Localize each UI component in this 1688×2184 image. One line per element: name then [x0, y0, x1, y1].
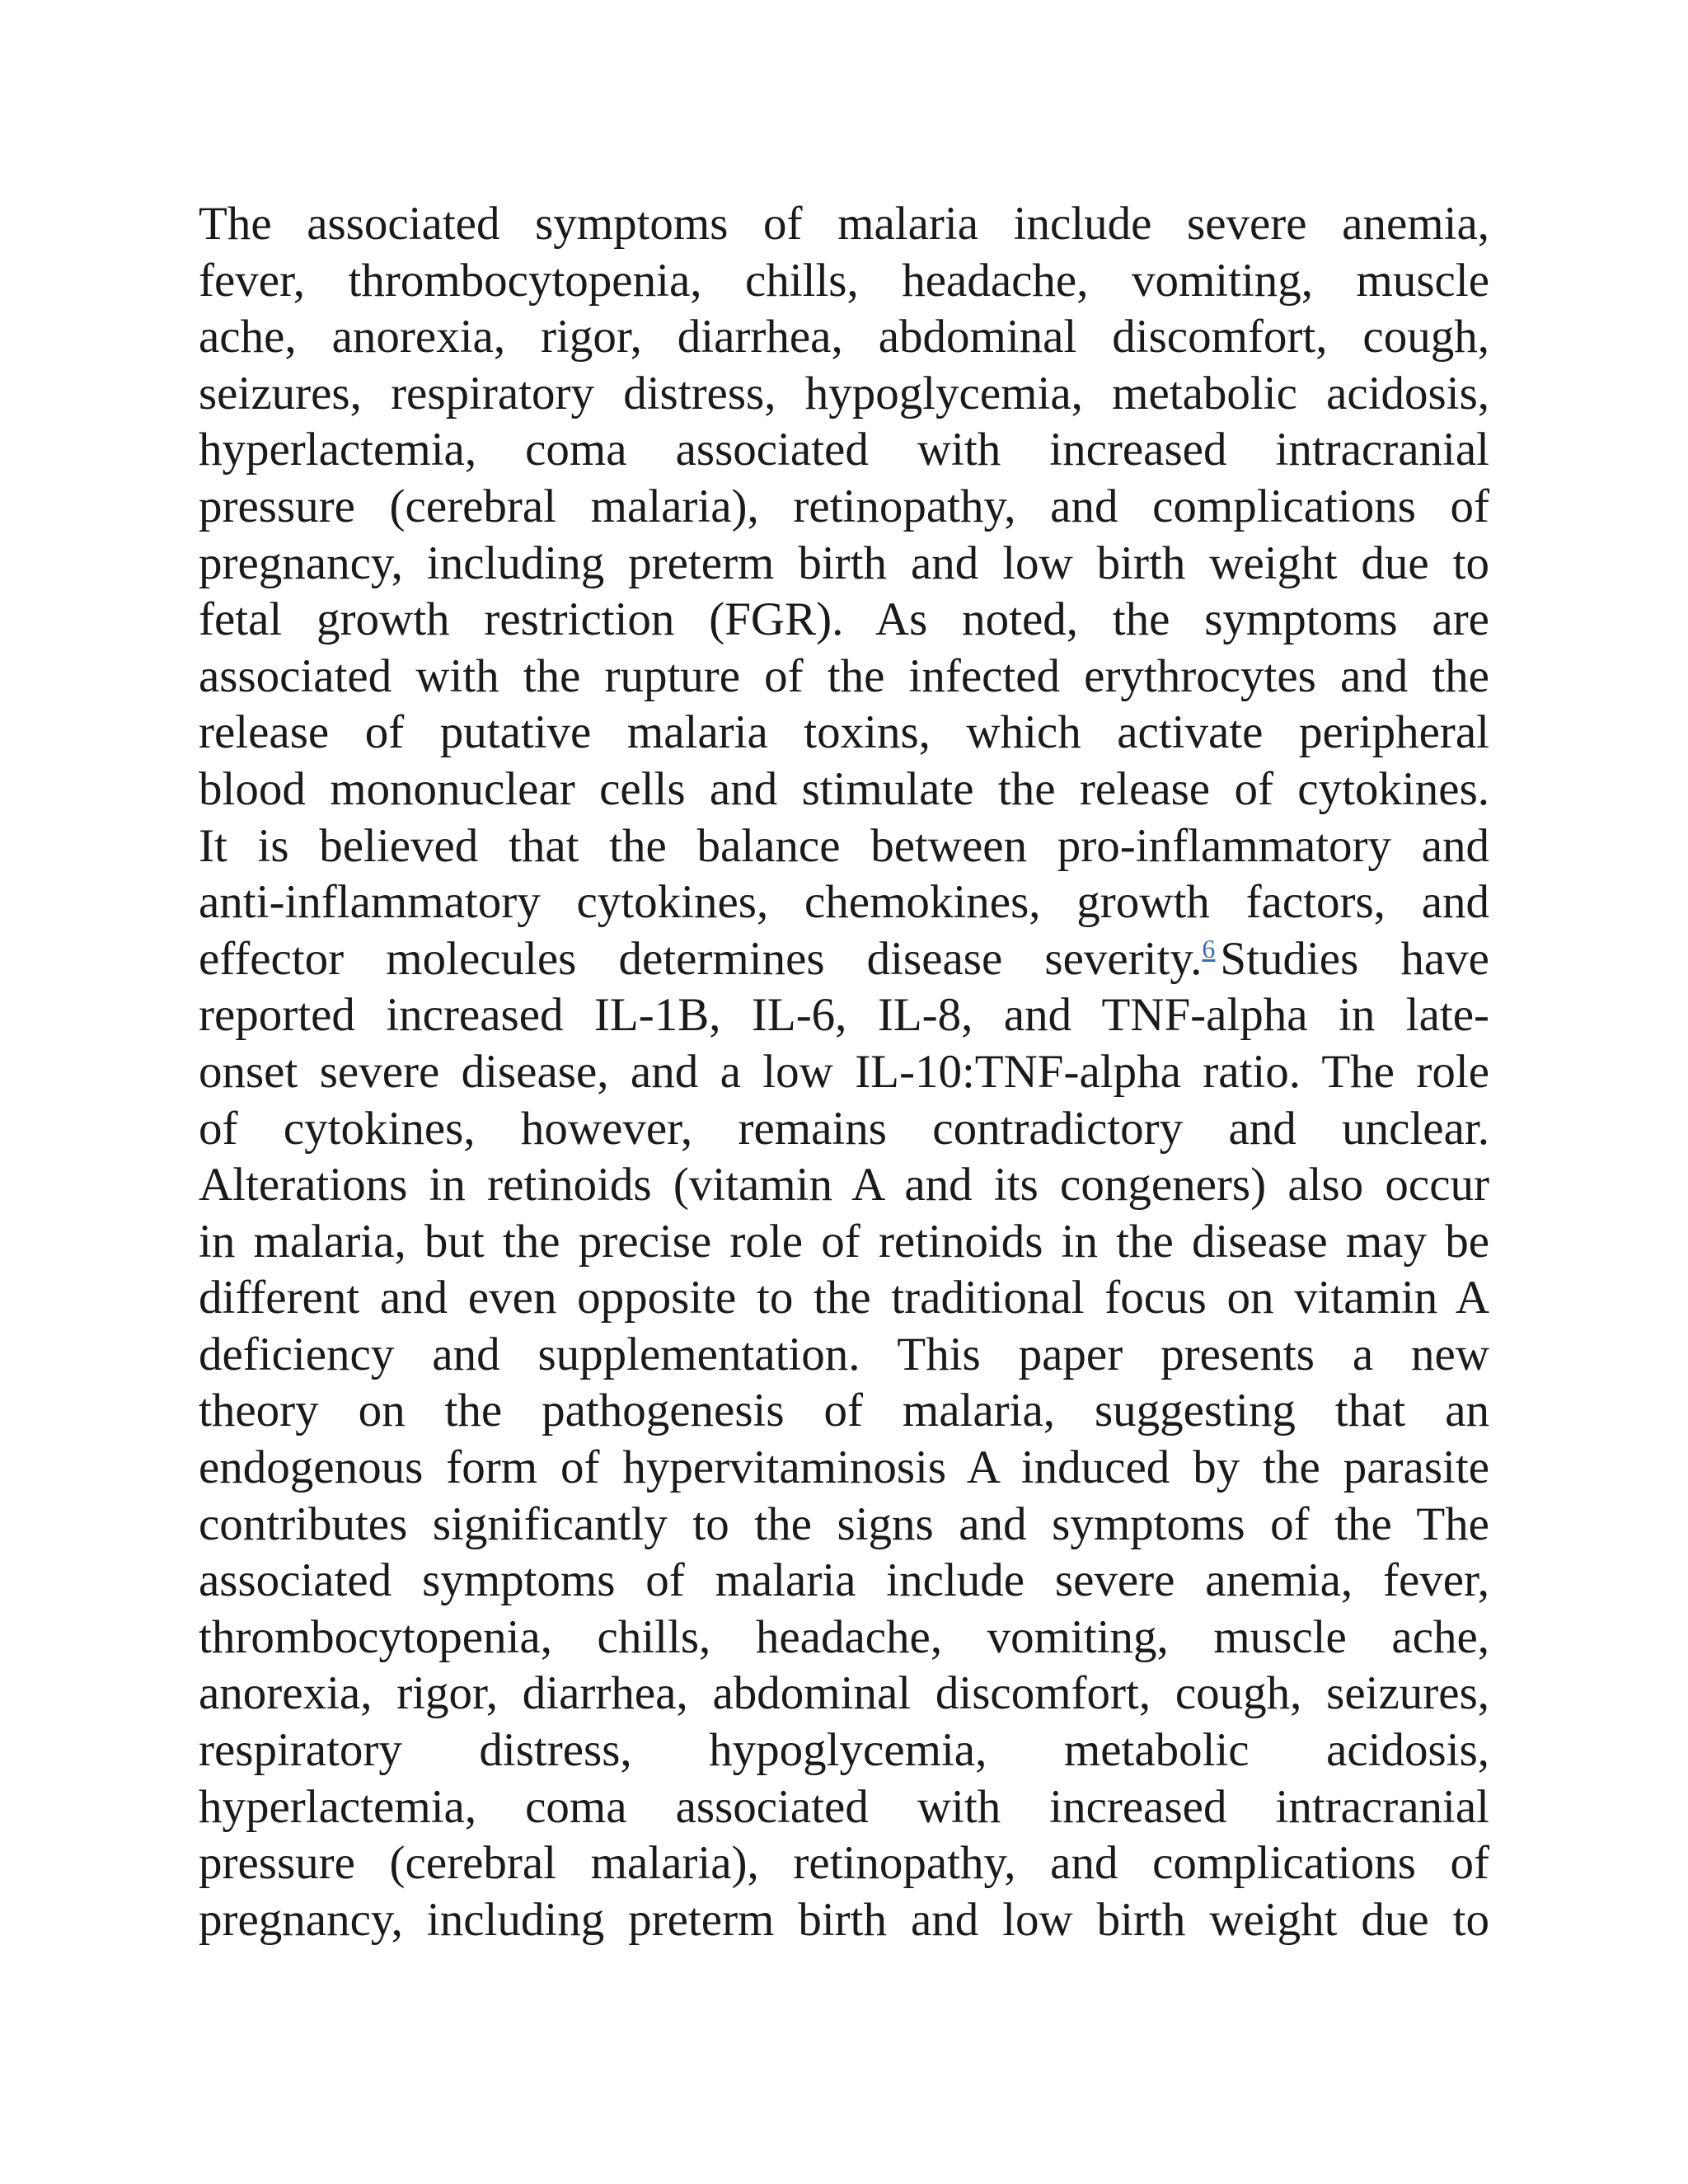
paragraph-line: blood mononuclear cells and stimulate the release of cytokines. [199, 762, 1489, 815]
footnote-line-text-after: Studies have [1220, 932, 1489, 985]
paragraph-line: release of putative malaria toxins, which activate peripheral [199, 706, 1489, 759]
paragraph-line: of cytokines, however, remains contradictory and unclear. [199, 1102, 1489, 1155]
footnote-line-text-before: effector molecules determines disease severity. [199, 932, 1203, 985]
paragraph-line-with-footnote [199, 931, 1489, 988]
paragraph-line: It is believed that the balance between pro-inflammatory and [199, 819, 1489, 872]
paragraph-line: reported increased IL-1B, IL-6, IL-8, and TNF-alpha in late- [199, 989, 1489, 1042]
paragraph-line: ache, anorexia, rigor, diarrhea, abdominal discomfort, cough, [199, 311, 1489, 363]
paragraph-line: hyperlactemia, coma associated with increased intracranial [199, 424, 1489, 476]
paragraph-line: onset severe disease, and a low IL-10:TNF-alpha ratio. The role [199, 1045, 1489, 1098]
paragraph-line: anorexia, rigor, diarrhea, abdominal discomfort, cough, seizures, [199, 1667, 1489, 1720]
paragraph-line: seizures, respiratory distress, hypoglycemia, metabolic acidosis, [199, 367, 1489, 419]
paragraph-line: endogenous form of hypervitaminosis A induced by the parasite [199, 1441, 1489, 1494]
paragraph-line: respiratory distress, hypoglycemia, metabolic acidosis, [199, 1724, 1489, 1777]
footnote-reference-link[interactable]: 6 [1202, 933, 1216, 963]
paragraph-line: theory on the pathogenesis of malaria, suggesting that an [199, 1385, 1489, 1437]
paragraph-line: hyperlactemia, coma associated with increased intracranial [199, 1780, 1489, 1833]
paragraph-line: associated with the rupture of the infected erythrocytes and the [199, 649, 1489, 702]
paragraph-line: anti-inflammatory cytokines, chemokines, growth factors, and [199, 876, 1489, 929]
body-paragraph [199, 196, 1489, 1948]
paragraph-line: thrombocytopenia, chills, headache, vomiting, muscle ache, [199, 1610, 1489, 1663]
paragraph-line: pressure (cerebral malaria), retinopathy, and complications of [199, 480, 1489, 532]
paragraph-line: different and even opposite to the traditional focus on vitamin A [199, 1272, 1489, 1324]
paragraph-line: contributes significantly to the signs and symptoms of the The [199, 1497, 1489, 1550]
paragraph-line: deficiency and supplementation. This paper presents a new [199, 1328, 1489, 1380]
paragraph-line: pregnancy, including preterm birth and low birth weight due to [199, 1893, 1489, 1946]
paragraph-line: pregnancy, including preterm birth and low birth weight due to [199, 537, 1489, 589]
paragraph-line: Alterations in retinoids (vitamin A and its congeners) also occur [199, 1159, 1489, 1212]
paragraph-line: associated symptoms of malaria include severe anemia, fever, [199, 1554, 1489, 1607]
paragraph-line: fetal growth restriction (FGR). As noted, the symptoms are [199, 593, 1489, 646]
paragraph-line: in malaria, but the precise role of retinoids in the disease may be [199, 1215, 1489, 1268]
paragraph-line: The associated symptoms of malaria include severe anemia, [199, 198, 1489, 250]
paragraph-line: pressure (cerebral malaria), retinopathy, and complications of [199, 1837, 1489, 1890]
paragraph-line: fever, thrombocytopenia, chills, headache, vomiting, muscle [199, 254, 1489, 307]
